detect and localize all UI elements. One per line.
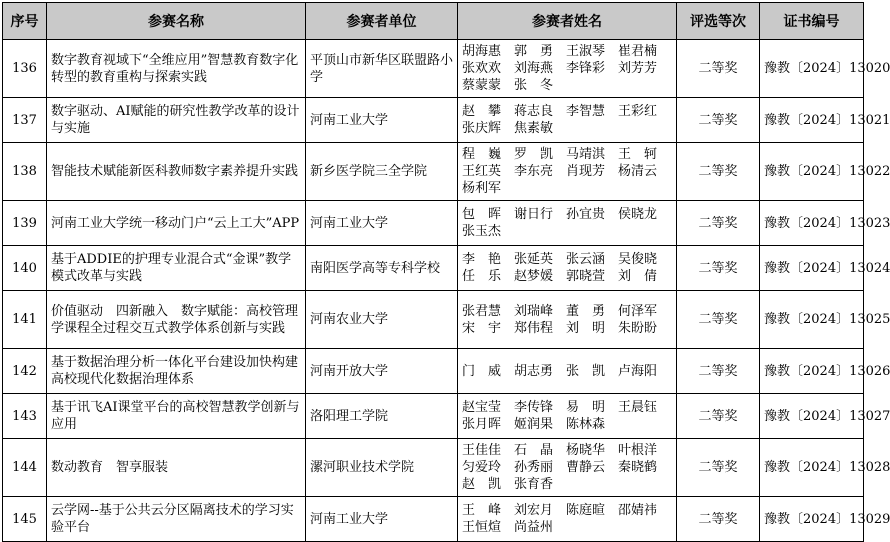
row-certificate: 豫教〔2024〕13025	[760, 291, 864, 349]
row-entry-name: 数字教育视域下“全维应用”智慧教育数字化转型的教育重构与探索实践	[47, 40, 306, 98]
row-award: 二等奖	[677, 291, 760, 349]
row-entry-name: 智能技术赋能新医科教师数字素养提升实践	[47, 143, 306, 201]
row-certificate: 豫教〔2024〕13024	[760, 246, 864, 291]
table-row	[3, 246, 864, 291]
row-participants: 包 晖 谢日行 孙宜贵 侯晓龙 张玉杰	[458, 201, 677, 246]
row-unit: 河南工业大学	[306, 201, 458, 246]
row-certificate: 豫教〔2024〕13023	[760, 201, 864, 246]
row-index: 144	[3, 439, 47, 497]
row-certificate: 豫教〔2024〕13022	[760, 143, 864, 201]
table-row	[3, 143, 864, 201]
row-participants: 胡海惠 郭 勇 王淑琴 崔君楠 张欢欢 刘海燕 李锋彩 刘芳芳 蔡蒙蒙 张 冬	[458, 40, 677, 98]
row-award: 二等奖	[677, 439, 760, 497]
row-certificate: 豫教〔2024〕13028	[760, 439, 864, 497]
row-unit: 新乡医学院三全学院	[306, 143, 458, 201]
table-header-row	[3, 3, 864, 40]
table-row	[3, 497, 864, 542]
row-award: 二等奖	[677, 98, 760, 143]
row-certificate: 豫教〔2024〕13029	[760, 497, 864, 542]
table-row	[3, 40, 864, 98]
row-entry-name: 云学网--基于公共云分区隔离技术的学习实验平台	[47, 497, 306, 542]
row-entry-name: 基于ADDIE的护理专业混合式“金课”教学模式改革与实践	[47, 246, 306, 291]
row-certificate: 豫教〔2024〕13026	[760, 349, 864, 394]
header-name: 参赛名称	[47, 3, 306, 40]
row-participants: 程 巍 罗 凯 马靖淇 王 轲 王红英 李东亮 肖现芳 杨清云 杨利军	[458, 143, 677, 201]
row-award: 二等奖	[677, 40, 760, 98]
row-certificate: 豫教〔2024〕13020	[760, 40, 864, 98]
row-index: 142	[3, 349, 47, 394]
row-unit: 平顶山市新华区联盟路小学	[306, 40, 458, 98]
table-row	[3, 439, 864, 497]
row-participants: 李 艳 张延英 张云涵 吴俊晓 任 乐 赵梦媛 郭晓萱 刘 倩	[458, 246, 677, 291]
row-participants: 张君慧 刘瑞峰 董 勇 何泽军 宋 宇 郑伟程 刘 明 朱盼盼	[458, 291, 677, 349]
row-entry-name: 河南工业大学统一移动门户“云上工大”APP	[47, 201, 306, 246]
table-row	[3, 291, 864, 349]
row-award: 二等奖	[677, 246, 760, 291]
award-table	[2, 2, 890, 542]
row-entry-name: 基于数据治理分析一体化平台建设加快构建高校现代化数据治理体系	[47, 349, 306, 394]
row-index: 137	[3, 98, 47, 143]
header-people: 参赛者姓名	[458, 3, 677, 40]
row-index: 145	[3, 497, 47, 542]
row-entry-name: 价值驱动 四新融入 数字赋能：高校管理学课程全过程交互式教学体系创新与实践	[47, 291, 306, 349]
table-row	[3, 98, 864, 143]
row-participants: 门 威 胡志勇 张 凯 卢海阳	[458, 349, 677, 394]
row-participants: 王 峰 刘宏月 陈庭暄 邵婧祎 王恒煊 尚益州	[458, 497, 677, 542]
row-certificate: 豫教〔2024〕13027	[760, 394, 864, 439]
table-row	[3, 349, 864, 394]
row-participants: 王佳佳 石 晶 杨晓华 叶根洋 匀爱玲 孙秀丽 曹静云 秦晓鹤 赵 凯 张育香	[458, 439, 677, 497]
table-row	[3, 394, 864, 439]
row-index: 136	[3, 40, 47, 98]
row-award: 二等奖	[677, 394, 760, 439]
header-unit: 参赛者单位	[306, 3, 458, 40]
row-index: 140	[3, 246, 47, 291]
row-unit: 漯河职业技术学院	[306, 439, 458, 497]
row-unit: 洛阳理工学院	[306, 394, 458, 439]
row-unit: 河南工业大学	[306, 497, 458, 542]
header-index: 序号	[3, 3, 47, 40]
row-award: 二等奖	[677, 143, 760, 201]
header-cert: 证书编号	[760, 3, 864, 40]
row-award: 二等奖	[677, 497, 760, 542]
table-row	[3, 201, 864, 246]
header-award: 评选等次	[677, 3, 760, 40]
row-entry-name: 基于讯飞AI课堂平台的高校智慧教学创新与应用	[47, 394, 306, 439]
row-award: 二等奖	[677, 349, 760, 394]
row-index: 143	[3, 394, 47, 439]
row-unit: 河南农业大学	[306, 291, 458, 349]
row-unit: 南阳医学高等专科学校	[306, 246, 458, 291]
row-entry-name: 数动教育 智享服装	[47, 439, 306, 497]
row-participants: 赵宝莹 李传锋 易 明 王晨钰 张月晖 姬润果 陈林森	[458, 394, 677, 439]
row-certificate: 豫教〔2024〕13021	[760, 98, 864, 143]
row-award: 二等奖	[677, 201, 760, 246]
row-index: 141	[3, 291, 47, 349]
row-unit: 河南开放大学	[306, 349, 458, 394]
row-index: 139	[3, 201, 47, 246]
row-participants: 赵 攀 蒋志良 李智慧 王彩红 张庆辉 焦素敏	[458, 98, 677, 143]
row-entry-name: 数字驱动、AI赋能的研究性教学改革的设计与实施	[47, 98, 306, 143]
row-unit: 河南工业大学	[306, 98, 458, 143]
row-index: 138	[3, 143, 47, 201]
